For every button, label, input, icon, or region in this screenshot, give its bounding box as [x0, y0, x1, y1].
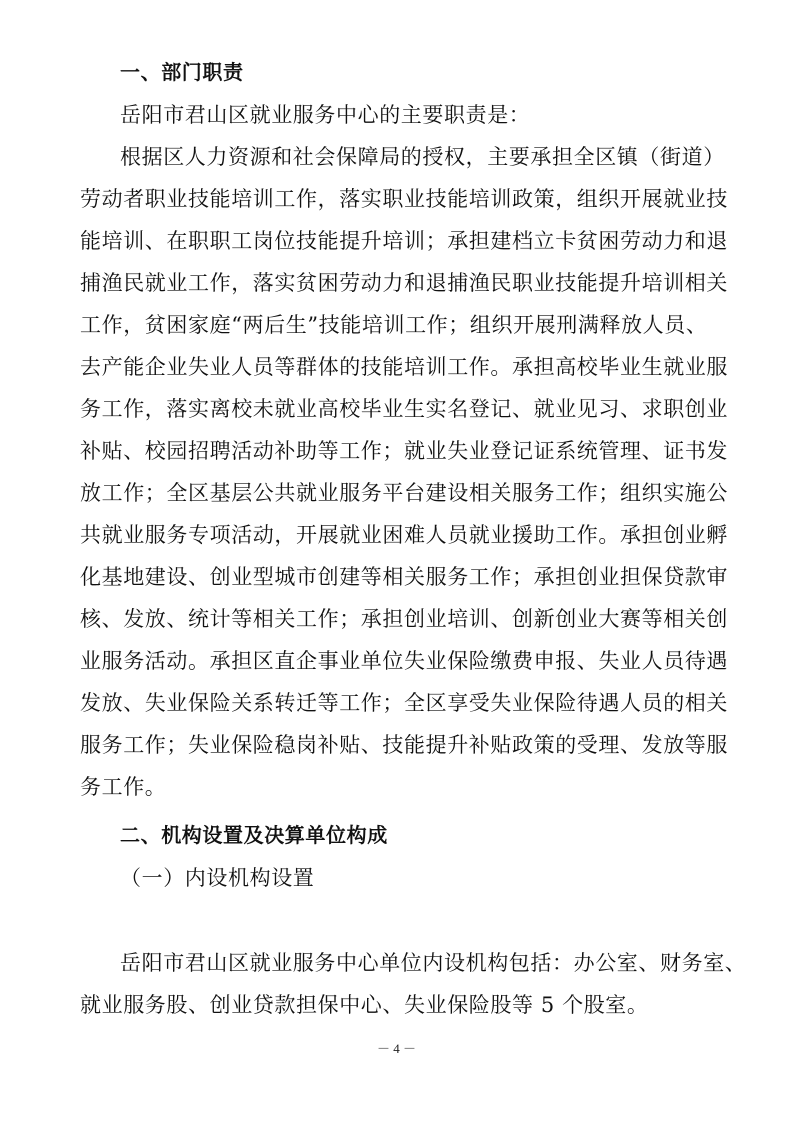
- duties-paragraph-line: 能培训、在职职工岗位技能提升培训；承担建档立卡贫困劳动力和退: [80, 229, 728, 253]
- duties-paragraph-line: 共就业服务专项活动，开展就业困难人员就业援助工作。承担创业孵: [80, 523, 728, 547]
- duties-paragraph-line: 补贴、校园招聘活动补助等工作；就业失业登记证系统管理、证书发: [80, 439, 728, 463]
- duties-paragraph-line: 劳动者职业技能培训工作，落实职业技能培训政策，组织开展就业技: [80, 187, 728, 211]
- duties-paragraph-line: 工作，贫困家庭“两后生”技能培训工作；组织开展刑满释放人员、: [80, 313, 708, 337]
- duties-paragraph-line: 根据区人力资源和社会保障局的授权，主要承担全区镇（街道）: [120, 145, 725, 169]
- duties-paragraph-line: 务工作，落实离校未就业高校毕业生实名登记、就业见习、求职创业: [80, 397, 728, 421]
- duties-paragraph-line: 核、发放、统计等相关工作；承担创业培训、创新创业大赛等相关创: [80, 607, 728, 631]
- page-number: － 4 －: [376, 1041, 416, 1056]
- duties-paragraph-line: 放工作；全区基层公共就业服务平台建设相关服务工作；组织实施公: [80, 481, 728, 505]
- duties-paragraph-line: 去产能企业失业人员等群体的技能培训工作。承担高校毕业生就业服: [80, 355, 728, 379]
- duties-paragraph-line: 捕渔民就业工作，落实贫困劳动力和退捕渔民职业技能提升培训相关: [80, 271, 728, 295]
- section-heading-institution-setup: 二、机构设置及决算单位构成: [120, 823, 388, 847]
- duties-paragraph-line: 务工作。: [80, 775, 167, 799]
- internal-units-paragraph-line: 就业服务股、创业贷款担保中心、失业保险股等 5 个股室。: [80, 993, 649, 1017]
- duties-paragraph-line: 发放、失业保险关系转迁等工作；全区享受失业保险待遇人员的相关: [80, 691, 728, 715]
- section-heading-department-duties: 一、部门职责: [120, 60, 244, 84]
- duties-paragraph-line: 业服务活动。承担区直企事业单位失业保险缴费申报、失业人员待遇: [80, 649, 728, 673]
- subsection-heading-internal-units: （一）内设机构设置: [120, 866, 315, 890]
- duties-paragraph-line: 化基地建设、创业型城市创建等相关服务工作；承担创业担保贷款审: [80, 565, 728, 589]
- duties-intro: 岳阳市君山区就业服务中心的主要职责是：: [120, 103, 531, 127]
- duties-paragraph-line: 服务工作；失业保险稳岗补贴、技能提升补贴政策的受理、发放等服: [80, 733, 728, 757]
- internal-units-paragraph-line: 岳阳市君山区就业服务中心单位内设机构包括：办公室、财务室、: [120, 951, 747, 975]
